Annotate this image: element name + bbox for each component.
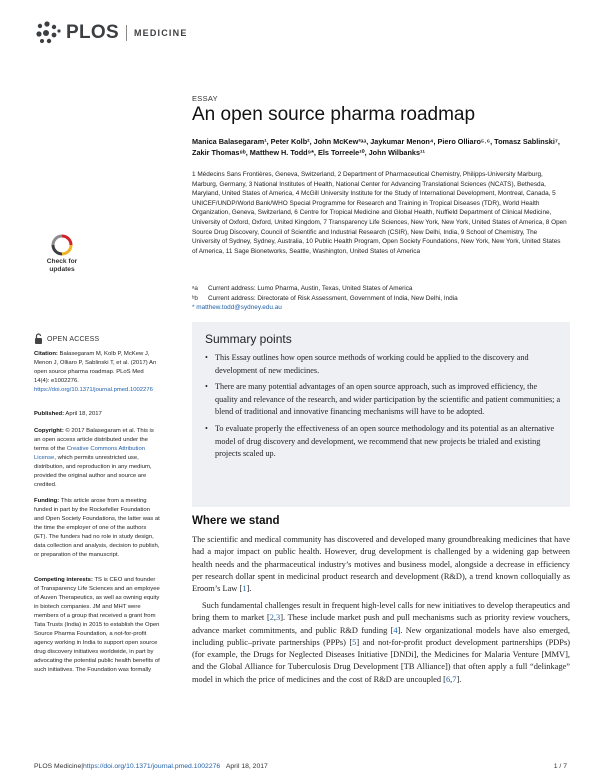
- journal-name: MEDICINE: [133, 28, 188, 38]
- copyright: [34, 427, 160, 490]
- open-access-label: [34, 333, 99, 346]
- body-text: ]. New organizational models have also emerged, including public–private partnerships (PPPs) [: [192, 625, 570, 647]
- section-heading: Where we stand: [192, 515, 280, 527]
- footnote-symbol: ᵃa: [192, 285, 198, 292]
- summary-list: [205, 352, 561, 465]
- current-addresses: [192, 284, 567, 313]
- citation-text: Balasegaram M, Kolb P, McKew J, Menon J, Olliaro P, Sablinski T, et al. (2017) An open source pharma roadmap. PLoS Med 14(4): e1002276.: [34, 351, 157, 384]
- check-line-2: updates: [49, 266, 75, 273]
- footer-separator: |: [81, 763, 83, 770]
- summary-heading: Summary points: [205, 332, 292, 346]
- body-text: The scientific and medical community has discovered and developed many groundbreaking medicines that have had a major impact on public health. However, drug development is challenged by a widening gap between health needs and the pharmaceutical industry’s motives and business model, alongside a decrease in efficiency per research dollar spent in medicinal product research and development (R&D), a trend known colloquially as Eroom’s Law [: [192, 535, 570, 594]
- corresponding-email[interactable]: * matthew.todd@sydney.edu.au: [192, 304, 282, 312]
- license-link[interactable]: Creative Commons Attribution License: [34, 446, 145, 461]
- author-list: Manica Balasegaram¹, Peter Kolb², John McKew³ᵃᵃ, Jaykumar Menon⁴, Piero Olliaro⁵˒⁶, Tomasz Sablinski⁷, Zakir Thomas⁸ᵇ, Matthew H. Todd⁹*, Els Torreele¹⁰, John Wilbanks¹¹: [192, 137, 560, 157]
- footnote-symbol: ᵇb: [192, 294, 198, 302]
- article-type: ESSAY: [192, 94, 218, 103]
- copyright-text-end: , which permits unrestricted use, distribution, and reproduction in any medium, provided the original author and source are credited.: [34, 455, 152, 488]
- body-paragraph-2: [192, 600, 570, 686]
- published-label: Published:: [34, 411, 65, 417]
- body-text: ] and not-for-profit product development partnerships (PDPs) (for example, the Drugs for Neglected Diseases Initiative [DNDi], the Medicines for Malaria Venture [MMV], and the Global Alliance for Tuberculosis Drug Development [TB Alliance]) that often apply a full “delinkage” model in which the price of medicines and the cost of R&D are uncoupled [: [192, 637, 571, 684]
- page-footer: [34, 763, 567, 770]
- reference-link[interactable]: 6: [445, 674, 451, 684]
- summary-box: [192, 322, 570, 507]
- citation: [34, 350, 160, 395]
- published-date: [34, 410, 160, 419]
- reference-link[interactable]: 3: [276, 613, 281, 623]
- open-access-text: OPEN ACCESS: [47, 336, 100, 343]
- copyright-text: © 2017 Balasegaram et al. This is an open access article distributed under the terms of the: [34, 428, 154, 452]
- funding: [34, 497, 160, 560]
- check-updates-icon: [51, 234, 73, 256]
- summary-point: • To evaluate properly the effectiveness of an open source methodology and its potential as an alternative model of drug discovery and development, we recommend that new projects be trialed and existing projects scaled up.: [205, 423, 561, 461]
- competing-text: TS is CEO and founder of Transparency Life Sciences and an employee of Auven Therapeutics, as well as owning equity in biotech companies. JM and MHT were members of a group that received a grant from Tata Trusts (India) in 2015 to establish the Open Source Pharma Foundation, a not-for-profit agency working in India to support open source drug discovery initiatives worldwide, in part by advocating the potential public health benefits of such initiatives. The Foundation was formally: [34, 577, 160, 673]
- reference-link[interactable]: 5: [352, 637, 357, 647]
- reference-link[interactable]: 4: [393, 625, 398, 635]
- page-number: 1 / 7: [553, 763, 567, 770]
- check-line-1: Check for: [46, 258, 78, 265]
- body-paragraph-1: [192, 534, 570, 595]
- published-text: April 18, 2017: [64, 411, 102, 417]
- funding-label: Funding:: [34, 498, 60, 504]
- affiliations: 1 Médecins Sans Frontières, Geneva, Switzerland, 2 Department of Pharmaceutical Chemistry, Philipps-University Marburg, Marburg, Germany, 3 National Institutes of Health, National Center for Advancing Translational Sciences (NCATS), Bethesda, Maryland, United States of America, 4 McGill University Institute for the Study of International Development, Montreal, Canada, 5 UNICEF/UNDP/World Bank/WHO Special Programme for Research and Training in Tropical Diseases (TDR), World Health Organization, Geneva, Switzerland, 6 Centre for Tropical Medicine and Global Health, Nuffield Department of Clinical Medicine, University of Oxford, Oxford, United Kingdom, 7 Transparency Life Sciences, New York, New York, United States of America, 8 Open Source Drug Discovery, Council of Scientific and Industrial Research (CSIR), New Delhi, India, 9 School of Chemistry, The University of Sydney, Sydney, Australia, 10 Public Health Program, Open Society Foundations, New York, New York, United States of America, 11 Sage Bionetworks, Seattle, Washington, United States of America: [192, 171, 567, 255]
- current-address-a: Current address: Lumo Pharma, Austin, Texas, United States of America: [208, 285, 413, 292]
- reference-link[interactable]: 7: [452, 674, 457, 684]
- funding-text: This article arose from a meeting funded in part by the Rockefeller Foundation and Open Society Foundations, the latter was at the time the employer of one of the authors (ET). The funders had no role in study design, data collection and analysis, decision to publish, or preparation of the manuscript.: [34, 498, 160, 558]
- body-text: Such fundamental challenges result in frequent high-level calls for new initiatives to develop therapeutics and bring them to market [: [192, 601, 570, 623]
- copyright-label: Copyright:: [34, 428, 64, 434]
- open-lock-icon: [34, 333, 43, 346]
- plos-wordmark: PLOS: [66, 22, 119, 43]
- body-text: ].: [456, 674, 462, 684]
- logo-divider: [126, 25, 127, 41]
- competing-label: Competing interests:: [34, 577, 93, 583]
- body-text: ]. These include market push and pull mechanisms such as priority review vouchers, advance market commitments, and public R&D funding [: [192, 613, 570, 635]
- body-text: ,: [450, 674, 453, 684]
- footer-journal: PLOS Medicine: [34, 763, 82, 770]
- summary-point: • There are many potential advantages of an open source approach, such as improved efficiency, the quality and relevance of the research, and wider participation by the scientific and patient communities; a blend of traditional and innovative financing mechanisms will have to be adopted.: [205, 381, 561, 419]
- current-address-b: Current address: Directorate of Risk Assessment, Government of India, New Delhi, India: [208, 294, 458, 302]
- article-title: An open source pharma roadmap: [192, 104, 476, 125]
- body-text: ,: [273, 613, 277, 623]
- citation-doi-link[interactable]: https://doi.org/10.1371/journal.pmed.1002276: [34, 387, 153, 393]
- check-for-updates-badge[interactable]: [34, 234, 90, 288]
- footer-doi-link[interactable]: https://doi.org/10.1371/journal.pmed.1002276: [83, 763, 221, 770]
- summary-point: • This Essay outlines how open source methods of working could be applied to the discovery and development of new medicines.: [205, 352, 561, 377]
- reference-link[interactable]: 2: [269, 613, 274, 623]
- footer-date: April 18, 2017: [225, 763, 268, 770]
- body-text: ].: [246, 584, 252, 594]
- citation-label: Citation:: [34, 351, 58, 357]
- reference-link[interactable]: 1: [242, 584, 247, 594]
- competing-interests: [34, 576, 160, 675]
- plos-logo-icon: [34, 20, 64, 46]
- plos-logo[interactable]: [34, 20, 188, 46]
